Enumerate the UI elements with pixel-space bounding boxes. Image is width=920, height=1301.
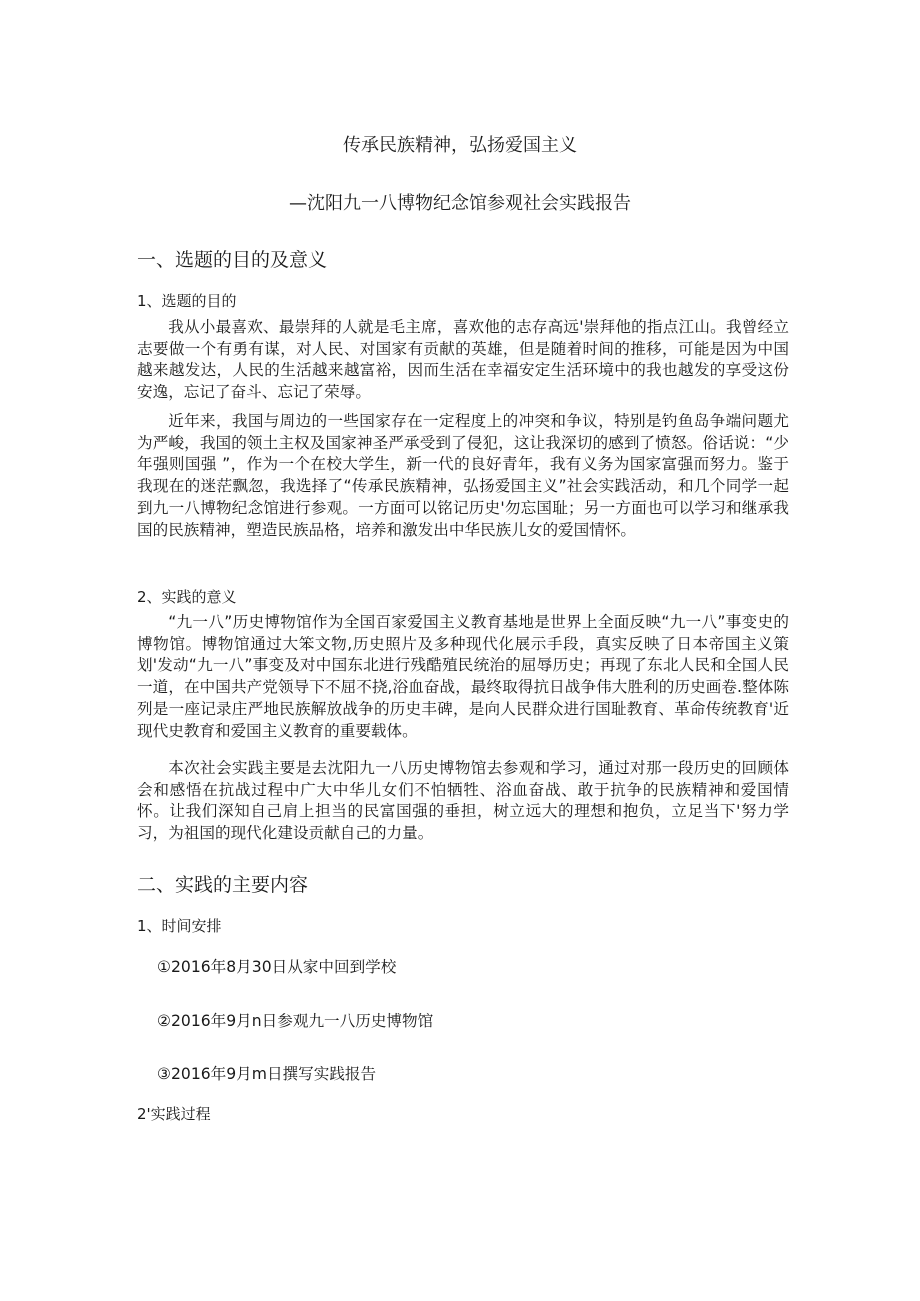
section-heading-2: 二、实践的主要内容 — [137, 874, 309, 896]
list-item: ②2016年9月n日参观九一八历史博物馆 — [157, 1012, 434, 1030]
document-subtitle: —沈阳九一八博物纪念馆参观社会实践报告 — [289, 193, 631, 214]
paragraph: 我从小最喜欢、最崇拜的人就是毛主席，喜欢他的志存高远'崇拜他的指点江山。我曾经立志要做一个有勇有谋，对人民、对国家有贡献的英雄，但是随着时间的推移，可能是因为中国越来越发达，人民的生活越来越富裕，因而生活在幸福安定生活环境中的我也越发的享受这份安逸，忘记了奋斗、忘记了荣辱。 — [137, 318, 789, 402]
subsection-heading-purpose: 1、选题的目的 — [137, 292, 237, 310]
subsection-heading-schedule: 1、时间安排 — [137, 917, 222, 935]
paragraph: 近年来，我国与周边的一些国家存在一定程度上的冲突和争议，特别是钓鱼岛争端问题尤为严峻，我国的领土主权及国家神圣严承受到了侵犯，这让我深切的感到了愤怒。俗话说：“少年强则国强 ”，作为一个在校大学生，新一代的良好青年，我有义务为国家富强而努力。鉴于我现在的迷茫飘忽，我选择了“传承民族精神，弘扬爱国主义”社会实践活动，和几个同学一起到九一八博物纪念馆进行参观。一方面可以铭记历史'勿忘国耻；另一方面也可以学习和继承我国的民族精神，塑造民族品格，培养和激发出中华民族儿女的爱国情怀。 — [137, 412, 789, 539]
list-item: ③2016年9月m日撰写实践报告 — [157, 1065, 377, 1083]
paragraph: “九一八”历史博物馆作为全国百家爱国主义教育基地是世界上全面反映“九一八”事变史的博物馆。博物馆通过大笨文物,历史照片及多种现代化展示手段，真实反映了日本帝国主义策划'发动“九一八”事变及对中国东北进行残酷殖民统治的屈辱历史；再现了东北人民和全国人民一道，在中国共产党领导下不屈不挠,浴血奋战，最终取得抗日战争伟大胜利的历史画卷.整体陈列是一座记录庄严地民族解放战争的历史丰碑，是向人民群众进行国耻教育、革命传统教育'近现代史教育和爱国主义教育的重要载体。 — [137, 613, 789, 740]
list-item: ①2016年8月30日从家中回到学校 — [157, 958, 397, 976]
subsection-heading-process: 2'实践过程 — [137, 1105, 211, 1123]
document-title: 传承民族精神，弘扬爱国主义 — [343, 135, 577, 156]
subsection-heading-significance: 2、实践的意义 — [137, 588, 237, 606]
paragraph: 本次社会实践主要是去沈阳九一八历史博物馆去参观和学习，通过对那一段历史的回顾体会和感悟在抗战过程中广大中华儿女们不怕牺牲、浴血奋战、敢于抗争的民族精神和爱国情怀。让我们深知自己肩上担当的民富国强的垂担，树立远大的理想和抱负，立足当下'努力学习，为祖国的现代化建设贡献自己的力量。 — [137, 759, 789, 843]
section-heading-1: 一、选题的目的及意义 — [137, 249, 328, 271]
